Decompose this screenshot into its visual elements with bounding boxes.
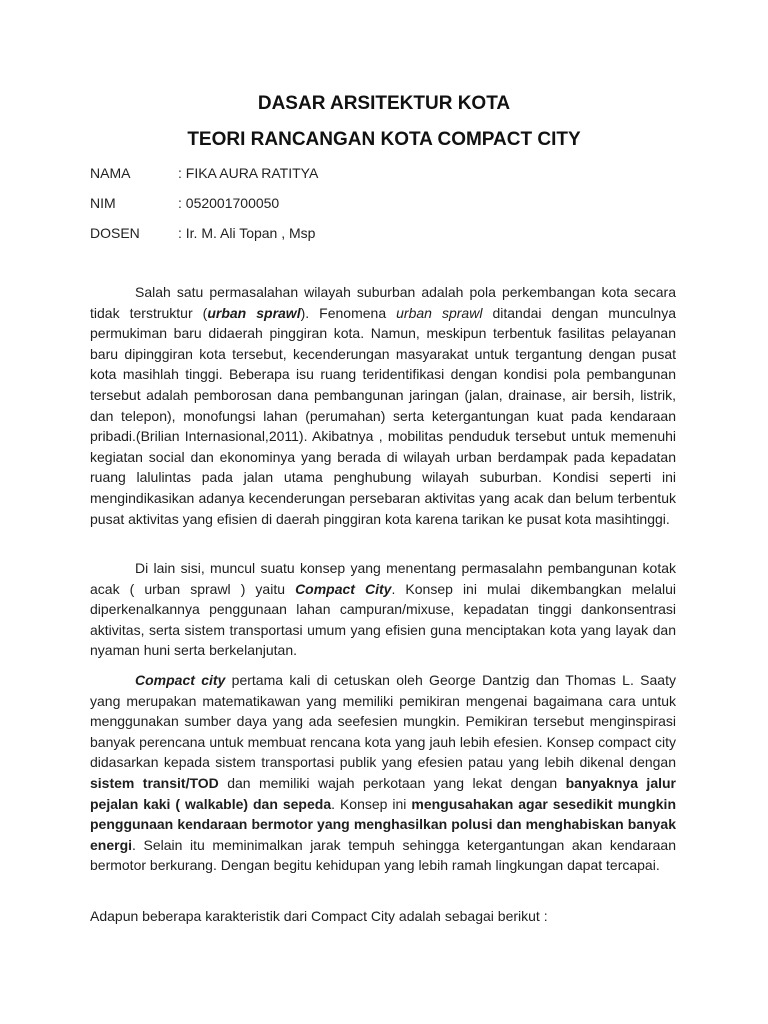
italic-urban-sprawl: urban sprawl — [396, 304, 483, 321]
emphasis-urban-sprawl: urban sprawl — [207, 304, 301, 321]
text-run: Di lain sisi, muncul suatu konsep yang menentang permasalahn pembangunan kotak acak ( urban sprawl ) yaitu — [90, 560, 676, 597]
emphasis-compact-city: Compact city — [135, 672, 226, 688]
text-run: Adapun beberapa karakteristik dari Compact City adalah sebagai berikut : — [90, 908, 548, 924]
info-value: : 052001700050 — [178, 195, 280, 211]
text-run: Salah satu permasalahan wilayah suburban adalah pola perkembangan kota secara tidak terstruktur ( — [90, 284, 676, 321]
document-subtitle: TEORI RANCANGAN KOTA COMPACT CITY — [187, 129, 581, 150]
info-value: : FIKA AURA RATITYA — [178, 165, 319, 181]
info-row-nama — [90, 165, 318, 181]
text-run: dan memiliki wajah perkotaan yang lekat dengan — [218, 774, 566, 791]
paragraph-2 — [90, 558, 676, 661]
text-run: ). Fenomena — [300, 304, 397, 321]
info-key: DOSEN — [90, 225, 140, 241]
text-run: . Konsep ini — [331, 795, 412, 812]
document-title: DASAR ARSITEKTUR KOTA — [257, 93, 511, 114]
info-row-dosen — [90, 225, 315, 241]
bold-kendaraan: mengusahakan agar sesedikit mungkin penggunaan kendaraan bermotor yang menghasilkan polusi dan menghabiskan banyak energi — [90, 795, 676, 853]
bold-transit-tod: sistem transit/TOD — [90, 774, 219, 791]
text-run: ditandai dengan munculnya permukiman baru didaerah pinggiran kota. Namun, meskipun terbentuk fasilitas pelayanan baru dipinggiran kota tersebut, kecenderungan masyarakat untuk tergantung dengan pusat kota masihlah tinggi. Beberapa isu ruang teridentifikasi dengan kondisi pola pembangunan tersebut adalah pemborosan dana pembangunan jaringan (jalan, drainase, air bersih, listrik, dan telepon), monofungsi lahan (perumahan) serta ketergantungan kuat pada kendaraan pribadi.(Brilian Internasional,2011). Akibatnya , mobilitas penduduk tersebut untuk memenuhi kegiatan social dan ekonominya yang berada di wilayah urban berdampak pada kepadatan ruang lalulintas pada jalan utama penghubung wilayah suburban. Kondisi seperti ini mengindikasikan adanya kecenderungan persebaran aktivitas yang acak dan belum terbentuk pusat aktivitas yang efisien di daerah pinggiran kota karena tarikan ke pusat kota masihtinggi. — [90, 304, 676, 527]
emphasis-compact-city: Compact City — [295, 580, 392, 597]
info-key: NAMA — [90, 165, 131, 181]
bold-walkable: banyaknya jalur pejalan kaki ( walkable) dan sepeda — [90, 774, 676, 812]
info-value: : Ir. M. Ali Topan , Msp — [178, 225, 316, 241]
info-row-nim — [90, 195, 279, 211]
text-run: . Konsep ini mulai dikembangkan melalui diperkenalkannya penggunaan lahan campuran/mixuse, kepadatan tinggi dankonsentrasi aktivitas, serta sistem transportasi umum yang efisien guna menciptakan kota yang layak dan nyaman huni serta berkelanjutan. — [90, 580, 676, 659]
paragraph-1 — [90, 282, 676, 529]
paragraph-3 — [90, 670, 676, 876]
text-run: . Selain itu meminimalkan jarak tempuh sehingga ketergantungan akan kendaraan bermotor berkurang. Dengan begitu kehidupan yang lebih ramah lingkungan dapat tercapai. — [90, 836, 676, 874]
text-run: pertama kali di cetuskan oleh George Dantzig dan Thomas L. Saaty yang merupakan matematikawan yang memiliki pemikiran mengenai bagaimana cara untuk menggunakan sumber daya yang ada seefesien mungkin. Pemikiran tersebut menginspirasi banyak perencana untuk membuat rencana kota yang jauh lebih efesien. Konsep compact city didasarkan kepada sistem transportasi publik yang efesien patau yang lebih dikenal dengan — [90, 672, 676, 771]
info-key: NIM — [90, 195, 116, 211]
paragraph-4 — [90, 906, 676, 927]
